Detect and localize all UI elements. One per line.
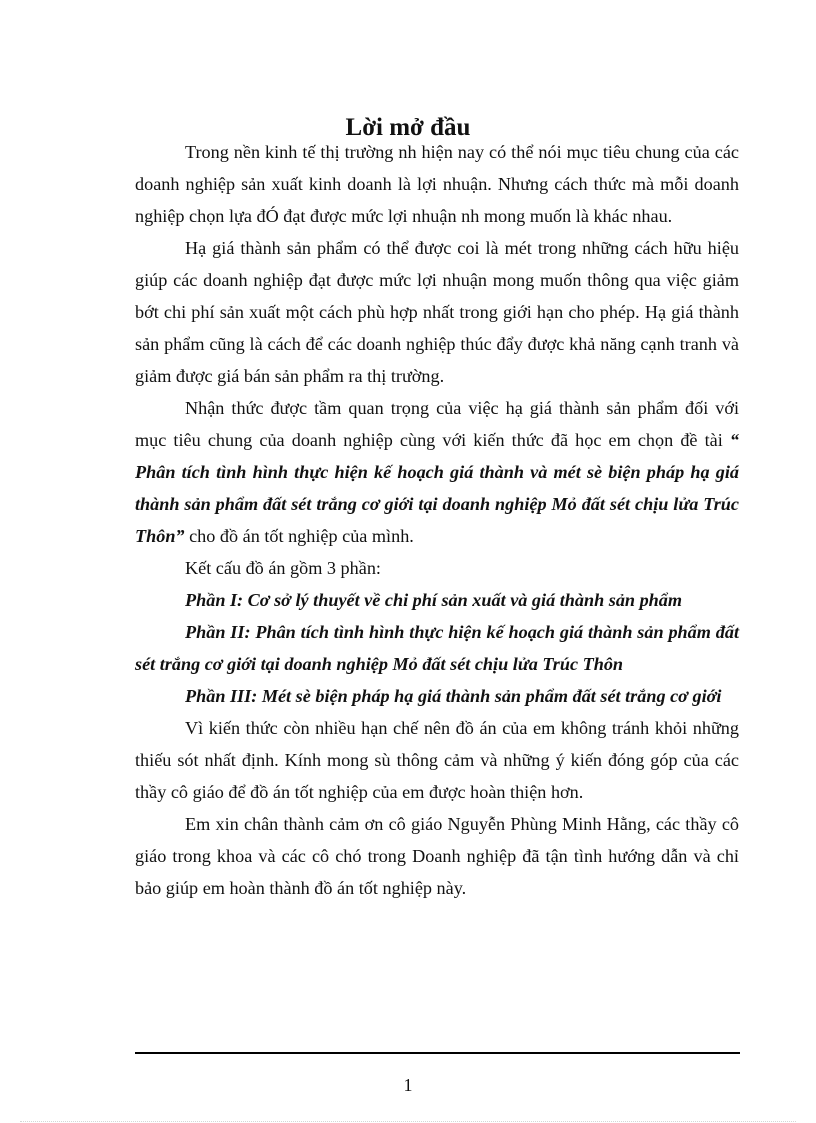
part-two-heading: Phần II: Phân tích tình hình thực hiện kế hoạch giá thành sản phẩm đất sét trắng cơ giới tại doanh nghiệp Mỏ đất sét chịu lửa Trúc Thôn bbox=[135, 622, 739, 674]
paragraph-intro: Trong nền kinh tế thị trường nh hiện nay có thể nói mục tiêu chung của các doanh nghiệp sản xuất kinh doanh là lợi nhuận. Nhưng cách thức mà mỗi doanh nghiệp chọn lựa đÓ đạt được mức lợi nhuận nh mong muốn là khác nhau. bbox=[135, 142, 739, 226]
document-body bbox=[135, 136, 739, 904]
page-bottom-edge bbox=[20, 1121, 796, 1122]
footer-divider bbox=[135, 1052, 740, 1054]
paragraph-cost-reduction: Hạ giá thành sản phẩm có thể được coi là mét trong những cách hữu hiệu giúp các doanh nghiệp đạt được mức lợi nhuận mong muốn thông qua việc giảm bớt chi phí sản xuất một cách phù hợp nhất trong giới hạn cho phép. Hạ giá thành sản phẩm cũng là cách để các doanh nghiệp thúc đẩy được khả năng cạnh tranh và giảm được giá bán sản phẩm ra thị trường. bbox=[135, 238, 739, 386]
part-one-heading: Phần I: Cơ sở lý thuyết về chi phí sản xuất và giá thành sản phẩm bbox=[185, 590, 683, 610]
paragraph-limitations: Vì kiến thức còn nhiều hạn chế nên đồ án của em không tránh khỏi những thiếu sót nhất định. Kính mong sù thông cảm và những ý kiến đóng góp của các thầy cô giáo để đồ án tốt nghiệp của em được hoàn thiện hơn. bbox=[135, 718, 739, 802]
paragraph-structure-intro: Kết cấu đồ án gồm 3 phần: bbox=[185, 558, 381, 578]
document-title: Lời mở đầu bbox=[345, 113, 471, 141]
paragraph-acknowledgement: Em xin chân thành cảm ơn cô giáo Nguyễn Phùng Minh Hằng, các thầy cô giáo trong khoa và các cô chó trong Doanh nghiệp đã tận tình hướng dẫn và chỉ bảo giúp em hoàn thành đồ án tốt nghiệp này. bbox=[135, 814, 739, 898]
topic-tail-text: cho đồ án tốt nghiệp của mình. bbox=[184, 526, 414, 546]
topic-lead-text: Nhận thức được tầm quan trọng của việc hạ giá thành sản phẩm đối với mục tiêu chung của doanh nghiệp cùng với kiến thức đã học em chọn đề tài bbox=[135, 398, 739, 450]
paragraph-topic bbox=[135, 392, 739, 552]
topic-title: “ Phân tích tình hình thực hiện kế hoạch giá thành và mét sè biện pháp hạ giá thành sản phẩm đất sét trắng cơ giới tại doanh nghiệp Mỏ đất sét chịu lửa Trúc Thôn” bbox=[135, 430, 739, 546]
page-number: 1 bbox=[403, 1075, 413, 1095]
part-three-heading: Phần III: Mét sè biện pháp hạ giá thành sản phẩm đất sét trắng cơ giới bbox=[185, 686, 722, 706]
